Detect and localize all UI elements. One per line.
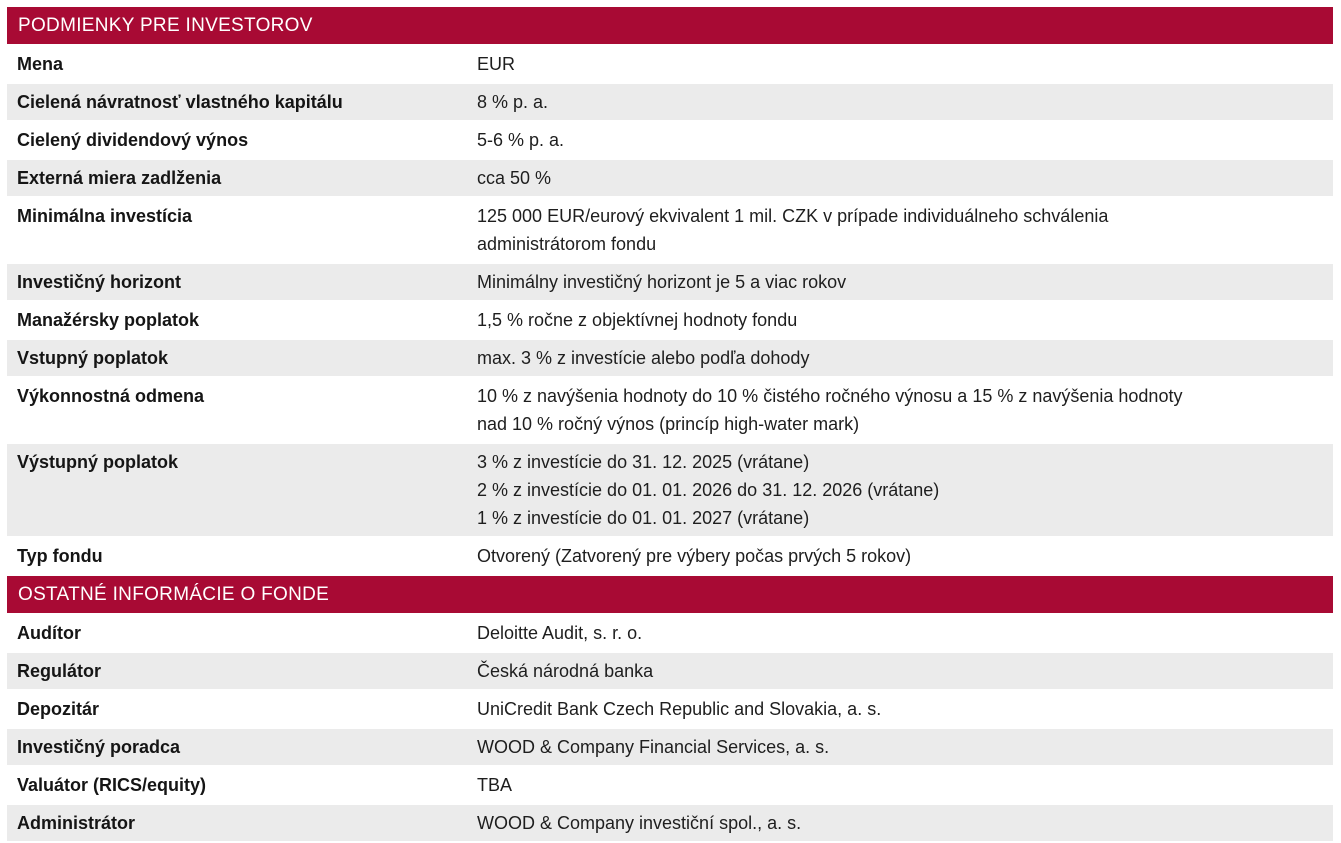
- row-value-line: administrátorom fondu: [477, 234, 657, 254]
- table-row: [7, 804, 1333, 842]
- row-label: Minimálna investícia: [7, 197, 467, 263]
- table-row: [7, 614, 1333, 652]
- section-header-row: [7, 7, 1333, 45]
- row-label: Manažérsky poplatok: [7, 301, 467, 339]
- row-value-line: Deloitte Audit, s. r. o.: [477, 623, 643, 643]
- row-value: [467, 766, 1333, 804]
- row-value: [467, 537, 1333, 575]
- row-label: Výstupný poplatok: [7, 443, 467, 537]
- row-value-line: 8 % p. a.: [477, 92, 549, 112]
- row-value: [467, 377, 1333, 443]
- table-row: [7, 537, 1333, 575]
- row-value: [467, 121, 1333, 159]
- table-row: [7, 197, 1333, 263]
- row-label: Audítor: [7, 614, 467, 652]
- row-value: [467, 804, 1333, 842]
- row-value-line: 125 000 EUR/eurový ekvivalent 1 mil. CZK v prípade individuálneho schválenia: [477, 206, 1109, 226]
- row-value: [467, 159, 1333, 197]
- row-label: Cielená návratnosť vlastného kapitálu: [7, 83, 467, 121]
- row-value-line: 10 % z navýšenia hodnoty do 10 % čistého ročného výnosu a 15 % z navýšenia hodnoty: [477, 386, 1183, 406]
- row-value-line: EUR: [477, 54, 516, 74]
- table-row: [7, 45, 1333, 83]
- row-value-line: Otvorený (Zatvorený pre výbery počas prvých 5 rokov): [477, 546, 912, 566]
- row-value: [467, 652, 1333, 690]
- row-value-line: 2 % z investície do 01. 01. 2026 do 31. 12. 2026 (vrátane): [477, 480, 940, 500]
- row-label: Depozitár: [7, 690, 467, 728]
- row-value-line: TBA: [477, 775, 513, 795]
- row-value: [467, 83, 1333, 121]
- row-label: Externá miera zadlženia: [7, 159, 467, 197]
- row-label: Typ fondu: [7, 537, 467, 575]
- row-value-line: Česká národná banka: [477, 661, 654, 681]
- row-value-line: max. 3 % z investície alebo podľa dohody: [477, 348, 810, 368]
- row-value: [467, 45, 1333, 83]
- row-value: [467, 301, 1333, 339]
- row-label: Administrátor: [7, 804, 467, 842]
- table-row: [7, 728, 1333, 766]
- row-value-line: cca 50 %: [477, 168, 552, 188]
- row-value: [467, 263, 1333, 301]
- row-label: Vstupný poplatok: [7, 339, 467, 377]
- row-value-line: 5-6 % p. a.: [477, 130, 565, 150]
- row-label: Regulátor: [7, 652, 467, 690]
- row-value-line: nad 10 % ročný výnos (princíp high-water mark): [477, 414, 860, 434]
- table-row: [7, 377, 1333, 443]
- row-label: Investičný poradca: [7, 728, 467, 766]
- fund-info-table: [7, 7, 1333, 843]
- row-value: [467, 443, 1333, 537]
- row-label: Cielený dividendový výnos: [7, 121, 467, 159]
- section-title: OSTATNÉ INFORMÁCIE O FONDE: [7, 575, 1333, 614]
- table-row: [7, 339, 1333, 377]
- table-row: [7, 301, 1333, 339]
- section-title: PODMIENKY PRE INVESTOROV: [7, 7, 1333, 45]
- row-value-line: 1 % z investície do 01. 01. 2027 (vrátane): [477, 508, 810, 528]
- row-value: [467, 614, 1333, 652]
- row-label: Výkonnostná odmena: [7, 377, 467, 443]
- row-value: [467, 728, 1333, 766]
- row-value-line: 3 % z investície do 31. 12. 2025 (vrátane): [477, 452, 810, 472]
- section-header-row: [7, 575, 1333, 614]
- table-row: [7, 159, 1333, 197]
- row-label: Investičný horizont: [7, 263, 467, 301]
- row-value-line: WOOD & Company investiční spol., a. s.: [477, 813, 802, 833]
- table-row: [7, 263, 1333, 301]
- row-value-line: Minimálny investičný horizont je 5 a viac rokov: [477, 272, 847, 292]
- row-value-line: UniCredit Bank Czech Republic and Slovakia, a. s.: [477, 699, 882, 719]
- table-row: [7, 766, 1333, 804]
- row-value-line: WOOD & Company Financial Services, a. s.: [477, 737, 830, 757]
- row-label: Mena: [7, 45, 467, 83]
- row-label: Valuátor (RICS/equity): [7, 766, 467, 804]
- row-value: [467, 690, 1333, 728]
- row-value: [467, 339, 1333, 377]
- table-row: [7, 443, 1333, 537]
- table-row: [7, 83, 1333, 121]
- table-row: [7, 690, 1333, 728]
- row-value-line: 1,5 % ročne z objektívnej hodnoty fondu: [477, 310, 798, 330]
- fund-info-document: [7, 7, 1333, 843]
- row-value: [467, 197, 1333, 263]
- table-row: [7, 652, 1333, 690]
- table-row: [7, 121, 1333, 159]
